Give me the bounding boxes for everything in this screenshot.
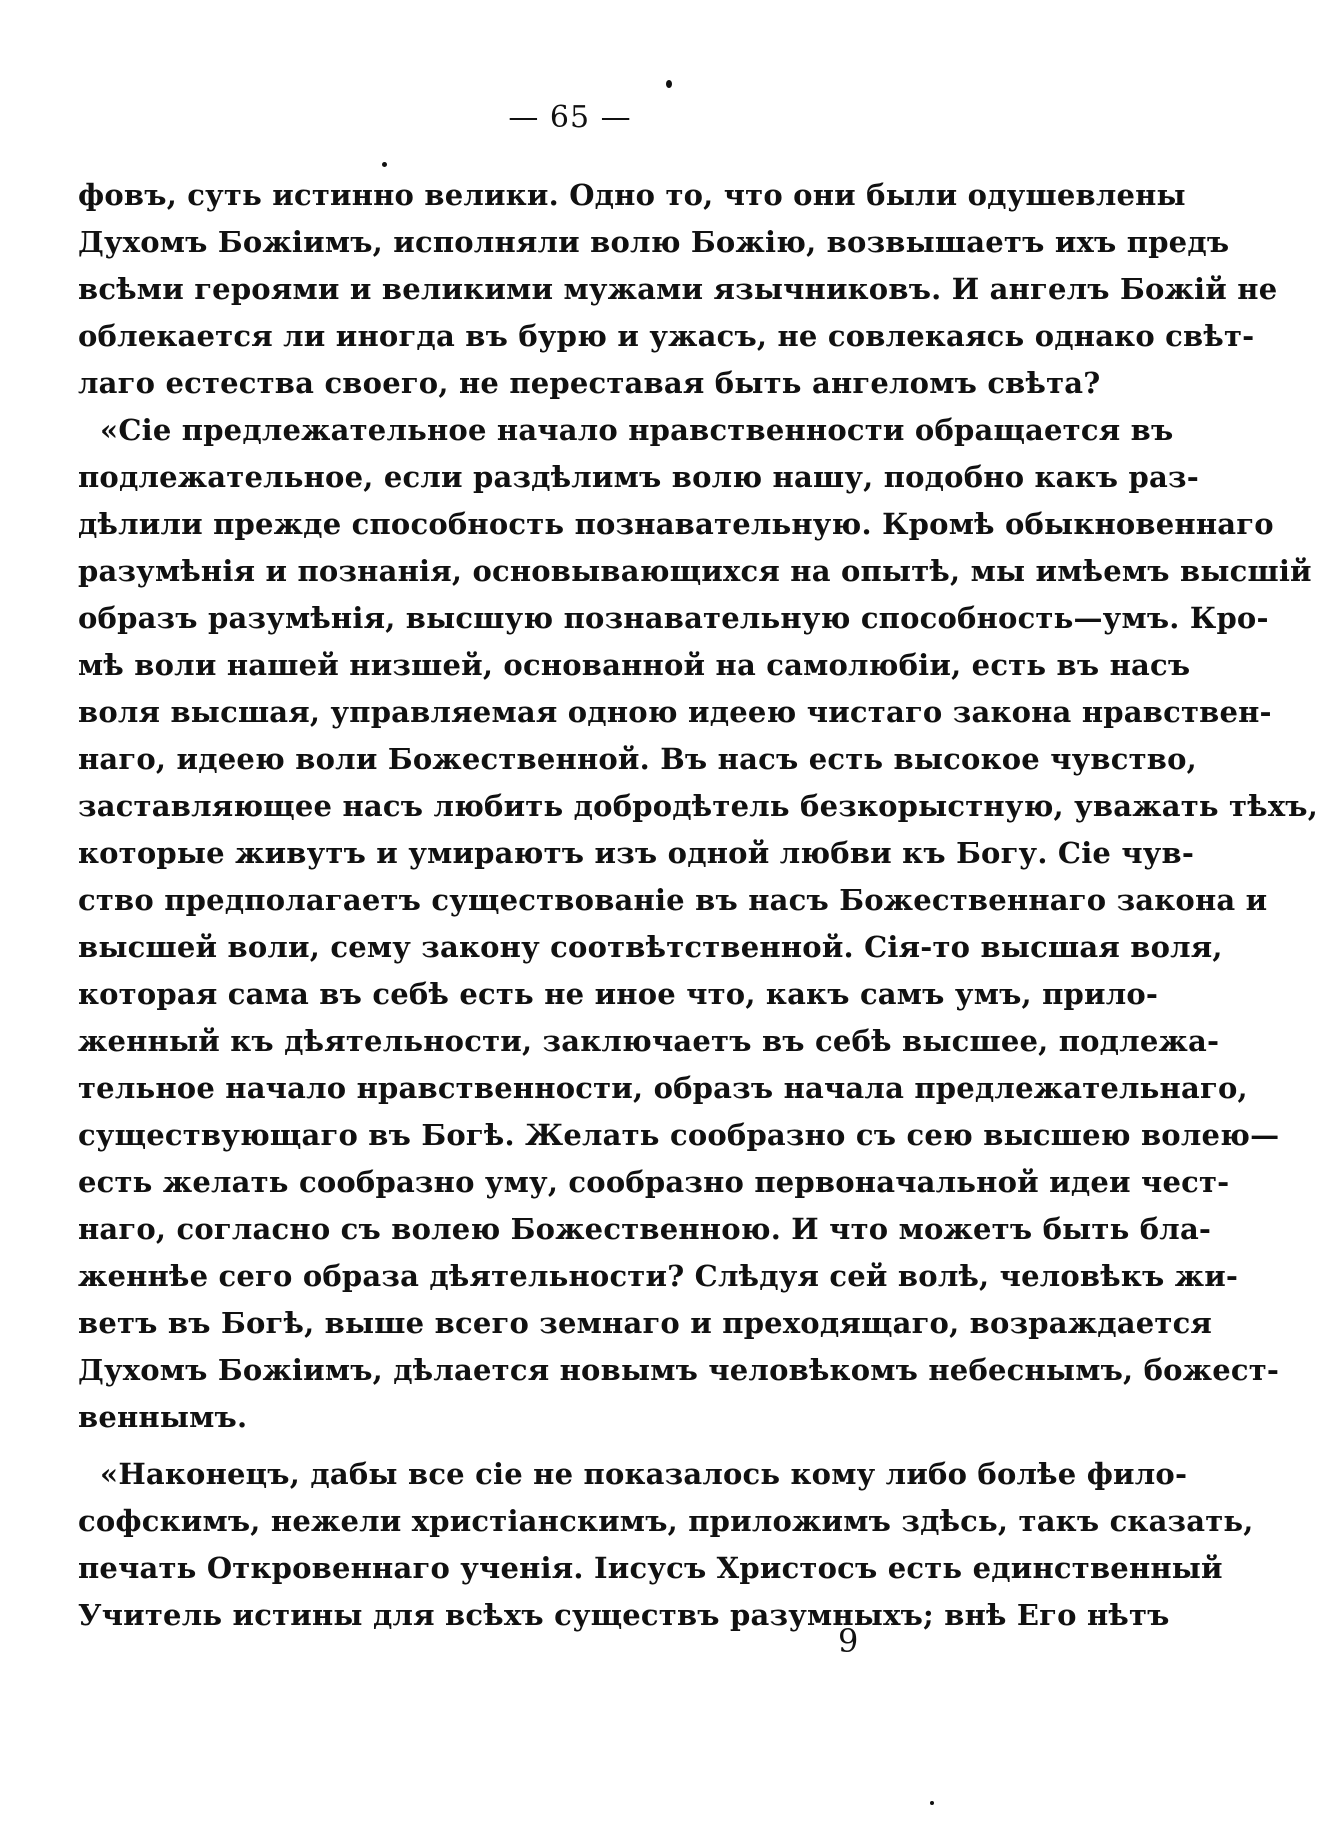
text-line: заставляющее насъ любить добродѣтель безкорыстную, уважать тѣхъ, — [78, 789, 1318, 823]
text-line: софскимъ, нежели христіанскимъ, приложимъ здѣсь, такъ сказать, — [78, 1504, 1254, 1538]
text-line: дѣлили прежде способность познавательную. Кромѣ обыкновеннаго — [78, 507, 1274, 541]
text-line: которая сама въ себѣ есть не иное что, какъ самъ умъ, прило- — [78, 977, 1159, 1011]
print-speck — [382, 162, 387, 167]
print-speck — [930, 1801, 934, 1805]
text-line: фовъ, суть истинно велики. Одно то, что они были одушевлены — [78, 178, 1186, 212]
text-line: веннымъ. — [78, 1400, 248, 1434]
text-line: печать Откровеннаго ученія. Іисусъ Христосъ есть единственный — [78, 1551, 1223, 1585]
text-line: Духомъ Божіимъ, исполняли волю Божію, возвышаетъ ихъ предъ — [78, 225, 1230, 259]
text-line: наго, согласно съ волею Божественною. И что можетъ быть бла- — [78, 1212, 1212, 1246]
text-line: облекается ли иногда въ бурю и ужасъ, не совлекаясь однако свѣт- — [78, 319, 1255, 353]
text-line: есть желать сообразно уму, сообразно первоначальной идеи чест- — [78, 1165, 1230, 1199]
text-line: разумѣнія и познанія, основывающихся на опытѣ, мы имѣемъ высшій — [78, 554, 1312, 588]
text-line: ветъ въ Богѣ, выше всего земнаго и преходящаго, возраждается — [78, 1306, 1213, 1340]
text-line: существующаго въ Богѣ. Желать сообразно съ сею высшею волею— — [78, 1118, 1280, 1152]
text-line: женный къ дѣятельности, заключаетъ въ себѣ высшее, подлежа- — [78, 1024, 1220, 1058]
text-line: Учитель истины для всѣхъ существъ разумныхъ; внѣ Его нѣтъ — [78, 1598, 1170, 1632]
text-line: Духомъ Божіимъ, дѣлается новымъ человѣкомъ небеснымъ, божест- — [78, 1353, 1280, 1387]
paragraph-3 — [78, 1451, 1254, 1639]
text-line: воля высшая, управляемая одною идеею чистаго закона нравствен- — [78, 695, 1272, 729]
text-line: лаго естества своего, не переставая быть ангеломъ свѣта? — [78, 366, 1101, 400]
text-line: подлежательное, если раздѣлимъ волю нашу, подобно какъ раз- — [78, 460, 1199, 494]
paragraph-1 — [78, 172, 1278, 407]
text-line: женнѣе сего образа дѣятельности? Слѣдуя сей волѣ, человѣкъ жи- — [78, 1259, 1239, 1293]
body-text — [78, 172, 1318, 1639]
print-speck — [666, 80, 672, 88]
signature-mark: 9 — [838, 1622, 859, 1660]
text-line: всѣми героями и великими мужами язычниковъ. И ангелъ Божій не — [78, 272, 1278, 306]
text-line: «Сіе предлежательное начало нравственности обращается въ — [100, 413, 1174, 447]
page-number: — 65 — — [508, 100, 632, 135]
text-line: ство предполагаетъ существованіе въ насъ Божественнаго закона и — [78, 883, 1268, 917]
text-line: «Наконецъ, дабы все сіе не показалось кому либо болѣе фило- — [100, 1457, 1188, 1491]
text-line: наго, идеею воли Божественной. Въ насъ есть высокое чувство, — [78, 742, 1197, 776]
text-line: высшей воли, сему закону соотвѣтственной. Сія-то высшая воля, — [78, 930, 1223, 964]
text-line: образъ разумѣнія, высшую познавательную способность—умъ. Кро- — [78, 601, 1269, 635]
text-line: которые живутъ и умираютъ изъ одной любви къ Богу. Сіе чув- — [78, 836, 1195, 870]
text-line: тельное начало нравственности, образъ начала предлежательнаго, — [78, 1071, 1248, 1105]
text-line: мѣ воли нашей низшей, основанной на самолюбіи, есть въ насъ — [78, 648, 1191, 682]
paragraph-2 — [78, 407, 1318, 1441]
